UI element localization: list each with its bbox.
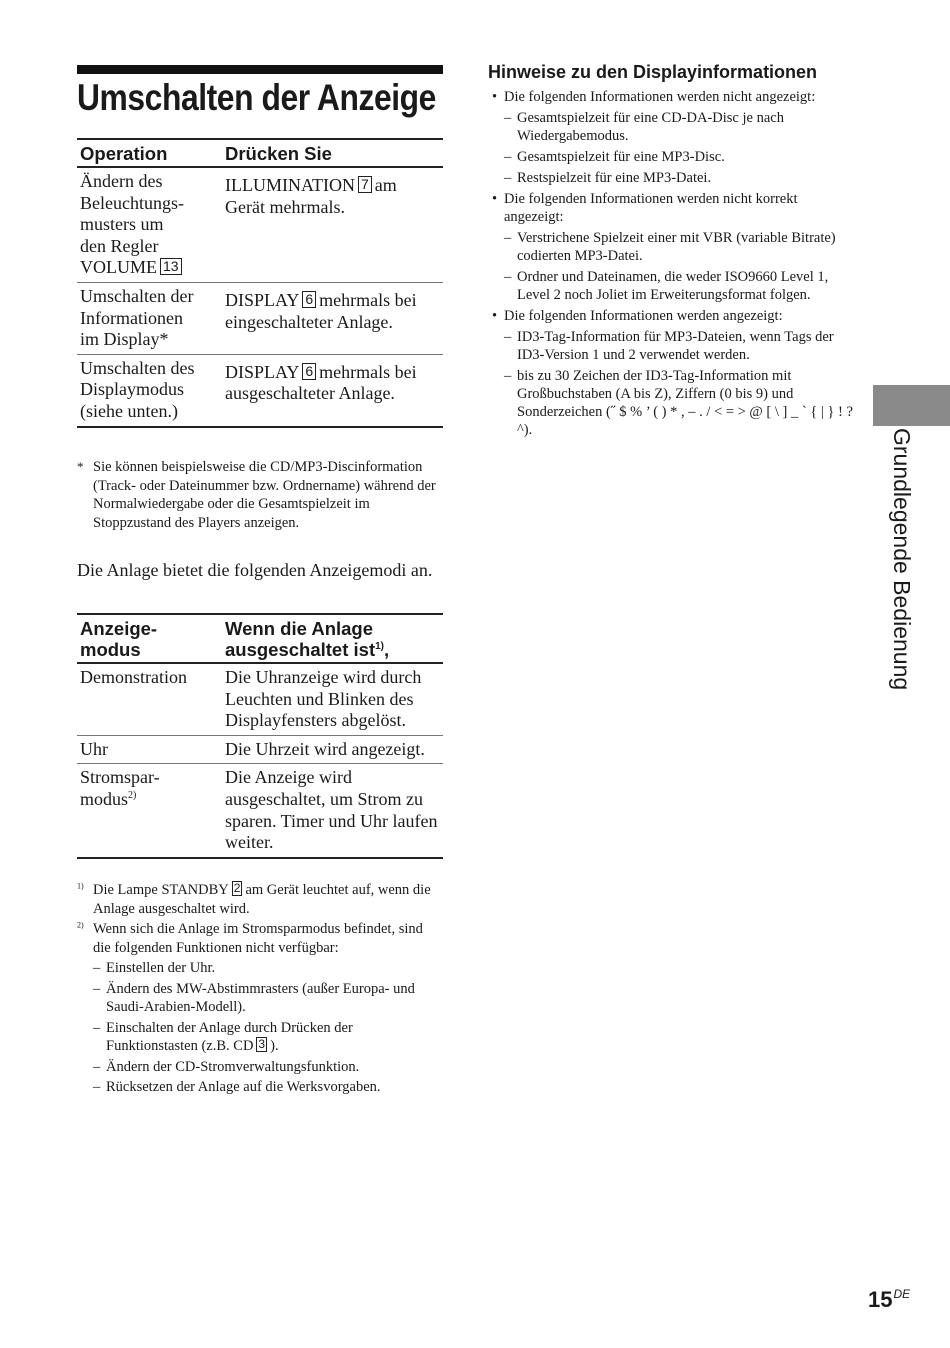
desc-cell: Die Anzeige wird ausgeschaltet, um Strom zu sparen. Timer und Uhr laufen weiter. <box>225 767 438 853</box>
table-row <box>77 282 443 354</box>
key-number-badge: 6 <box>302 291 316 308</box>
bullet-item: • Die folgenden Informationen werden nicht korrekt angezeigt: <box>492 191 798 225</box>
table-row <box>77 735 443 764</box>
list-item: – Gesamtspielzeit für eine MP3-Disc. <box>504 149 725 165</box>
footnotes <box>77 881 437 1097</box>
press-cell: DISPLAY 6 mehrmals bei ausgeschalteter Anlage. <box>225 361 417 404</box>
list-item: – ID3-Tag-Information für MP3-Dateien, wenn Tags der ID3-Version 1 und 2 verwendet werden. <box>504 329 834 363</box>
list-item: – Gesamtspielzeit für eine CD-DA-Disc je nach Wiedergabemodus. <box>504 110 784 144</box>
mode-cell: Stromspar- modus$^{2)}$ <box>80 767 160 809</box>
page-title: Umschalten der Anzeige <box>77 77 436 118</box>
modes-intro: Die Anlage bietet die folgenden Anzeigemodi an. <box>77 560 433 580</box>
key-number-badge: 6 <box>302 363 316 380</box>
mode-cell: Uhr <box>80 738 108 759</box>
operation-cell: Umschalten der Informationen im Display* <box>80 285 194 350</box>
bullet-item: • Die folgenden Informationen werden nicht angezeigt: <box>492 89 816 105</box>
table-row <box>77 354 443 426</box>
table-row <box>77 167 443 282</box>
column-header-press: Drücken Sie <box>225 143 332 164</box>
list-item: – Einstellen der Uhr. <box>93 960 216 976</box>
table-header-row <box>77 139 443 167</box>
list-item: – Ordner und Dateinamen, die weder ISO9660 Level 1, Level 2 noch Joliet im Erweiterungsformat folgen. <box>504 269 829 303</box>
footnote-1: $^{1)}$ Die Lampe STANDBY 2 am Gerät leuchtet auf, wenn die Anlage ausgeschaltet wird. <box>77 881 431 917</box>
section-tab <box>873 385 950 426</box>
footnote-text: Sie können beispielsweise die CD/MP3-Discinformation (Track- oder Dateinummer bzw. Ordnername) während der Normalwiedergabe oder die Gesamtspielzeit im Stoppzustand des Players anzeigen. <box>93 459 436 531</box>
list-item: – Einschalten der Anlage durch Drücken der Funktionstasten (z.B. CD 3 ). <box>93 1019 353 1054</box>
desc-cell: Die Uhranzeige wird durch Leuchten und Blinken des Displayfensters abgelöst. <box>225 667 422 731</box>
table-header-row <box>77 614 443 663</box>
section-label: Grundlegende Bedienung <box>889 428 915 691</box>
footnote-star <box>77 458 437 532</box>
operations-table <box>77 138 443 428</box>
page-number: 15DE <box>868 1287 911 1312</box>
desc-cell: Die Uhrzeit wird angezeigt. <box>225 738 425 759</box>
press-cell: ILLUMINATION 7 am Gerät mehrmals. <box>225 175 397 217</box>
footnote-2: $^{2)}$ Wenn sich die Anlage im Stromsparmodus befindet, sind die folgenden Funktionen nicht verfügbar: <box>77 920 423 956</box>
list-item: – Ändern des MW-Abstimmrasters (außer Europa- und Saudi-Arabien-Modell). <box>93 980 415 1015</box>
press-cell: DISPLAY 6 mehrmals bei eingeschalteter Anlage. <box>225 289 417 332</box>
hints-heading: Hinweise zu den Displayinformationen <box>488 62 818 82</box>
key-number-badge: 2 <box>233 881 241 895</box>
column-header-condition: Wenn die Anlage ausgeschaltet ist$^{1)}$, <box>225 618 390 660</box>
table-row <box>77 663 443 735</box>
key-number-badge: 7 <box>358 176 372 193</box>
list-item: – Verstrichene Spielzeit einer mit VBR (variable Bitrate) codierten MP3-Datei. <box>504 230 836 264</box>
list-item: – Rücksetzen der Anlage auf die Werksvorgaben. <box>93 1079 381 1095</box>
key-number-badge: 13 <box>160 258 182 275</box>
footnote-mark: * <box>77 459 84 474</box>
key-number-badge: 3 <box>258 1037 266 1051</box>
column-header-mode: Anzeige- modus <box>80 618 158 660</box>
column-header-operation: Operation <box>80 143 168 164</box>
list-item: – Restspielzeit für eine MP3-Datei. <box>504 170 712 186</box>
mode-cell: Demonstration <box>80 667 187 687</box>
list-item: – Ändern der CD-Stromverwaltungsfunktion. <box>93 1058 360 1075</box>
operation-cell: Ändern des Beleuchtungs- musters um den Regler VOLUME 13 <box>80 171 184 278</box>
bullet-item: • Die folgenden Informationen werden angezeigt: <box>492 308 783 324</box>
hints-list <box>492 85 854 439</box>
title-rule <box>77 65 443 74</box>
table-row <box>77 764 443 858</box>
modes-table <box>77 613 443 859</box>
operation-cell: Umschalten des Displaymodus (siehe unten.) <box>80 357 195 421</box>
list-item: – bis zu 30 Zeichen der ID3-Tag-Information mit Großbuchstaben (A bis Z), Ziffern (0 bis 9) und Sonderzeichen (˝ $ % ’ ( ) * , – . / < = > @ [ \ ] _ ` { | } ! ? ^). <box>504 368 853 438</box>
